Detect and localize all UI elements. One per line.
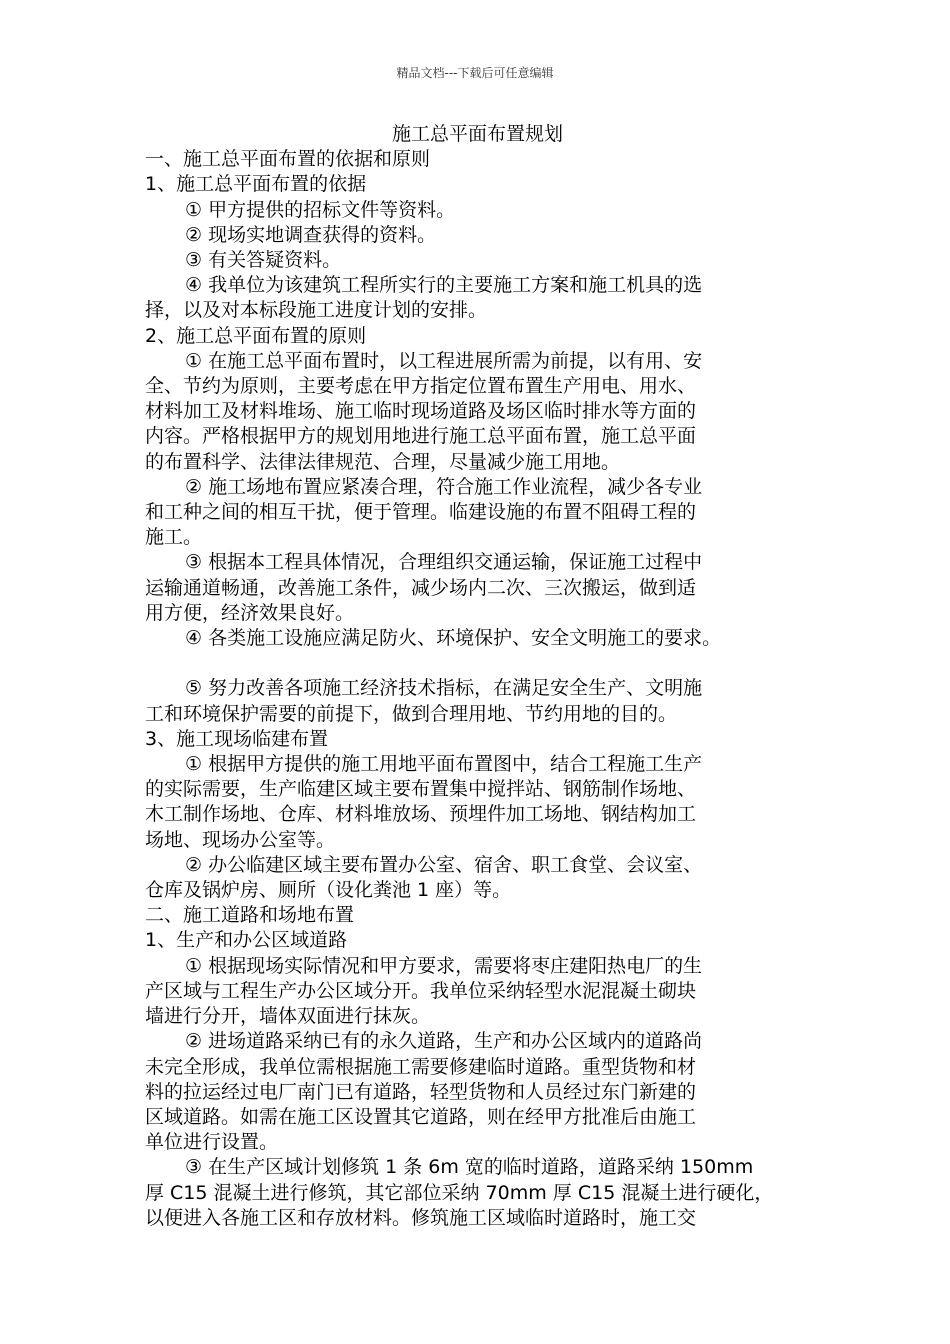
text-line: 3、施工现场临建布置 [145, 727, 329, 750]
text-line: 区域道路。如需在施工区设置其它道路，则在经甲方批准后由施工 [145, 1105, 697, 1128]
document-title: 施工总平面布置规划 [391, 123, 563, 145]
text-line: ① 根据甲方提供的施工用地平面布置图中，结合工程施工生产 [185, 753, 703, 776]
text-line: ④ 各类施工设施应满足防火、环境保护、安全文明施工的要求。 [185, 627, 722, 650]
text-line: 1、生产和办公区域道路 [145, 929, 348, 952]
text-line: 和工种之间的相互干扰，便于管理。临建设施的布置不阻碍工程的 [145, 501, 697, 524]
text-line: ① 甲方提供的招标文件等资料。 [185, 198, 456, 221]
text-line: ③ 有关答疑资料。 [185, 249, 342, 272]
text-line: 全、节约为原则，主要考虑在甲方指定位置布置生产用电、用水、 [145, 375, 697, 398]
text-line: 材料加工及材料堆场、施工临时现场道路及场区临时排水等方面的 [145, 400, 697, 423]
text-line: 产区域与工程生产办公区域分开。我单位采纳轻型水泥混凝土砌块 [145, 979, 697, 1002]
text-line: 施工。 [145, 526, 203, 549]
text-line: 仓库及锅炉房、厕所（设化粪池 1 座）等。 [145, 879, 512, 902]
text-line: ② 施工场地布置应紧凑合理，符合施工作业流程，减少各专业 [185, 475, 703, 498]
text-line: 场地、现场办公室等。 [145, 828, 336, 851]
text-line: ② 办公临建区域主要布置办公室、宿舍、职工食堂、会议室、 [185, 853, 703, 876]
text-line: ② 进场道路采纳已有的永久道路，生产和办公区域内的道路尚 [185, 1030, 703, 1053]
document-lines [145, 147, 810, 1231]
text-line: 墙进行分开，墙体双面进行抹灰。 [145, 1005, 431, 1028]
text-line: 一、施工总平面布置的依据和原则 [145, 148, 431, 171]
text-line: 木工制作场地、仓库、材料堆放场、预埋件加工场地、钢结构加工 [145, 803, 697, 826]
page-header: 精品文档---下载后可任意编辑 [396, 66, 554, 80]
text-line: 内容。严格根据甲方的规划用地进行施工总平面布置，施工总平面 [145, 425, 697, 448]
text-line: 运输通道畅通，改善施工条件，减少场内二次、三次搬运，做到适 [145, 576, 697, 599]
text-line: 用方便，经济效果良好。 [145, 601, 355, 624]
text-line: 未完全形成，我单位需根据施工需要修建临时道路。重型货物和材 [145, 1055, 697, 1078]
text-line: ④ 我单位为该建筑工程所实行的主要施工方案和施工机具的选 [185, 274, 703, 297]
text-line: 料的拉运经过电厂南门已有道路，轻型货物和人员经过东门新建的 [145, 1080, 697, 1103]
text-line: 二、施工道路和场地布置 [145, 904, 355, 927]
text-line: 的实际需要，生产临建区域主要布置集中搅拌站、钢筋制作场地、 [145, 778, 697, 801]
text-line: ③ 根据本工程具体情况，合理组织交通运输，保证施工过程中 [185, 551, 703, 574]
text-line: 工和环境保护需要的前提下，做到合理用地、节约用地的目的。 [145, 702, 678, 725]
text-line: 的布置科学、法律法律规范、合理，尽量减少施工用地。 [145, 450, 621, 473]
text-line: ⑤ 努力改善各项施工经济技术指标，在满足安全生产、文明施 [185, 677, 703, 700]
text-line: ② 现场实地调查获得的资料。 [185, 223, 437, 246]
text-line: 2、施工总平面布置的原则 [145, 324, 367, 347]
text-line: ① 在施工总平面布置时，以工程进展所需为前提，以有用、安 [185, 349, 703, 372]
text-line: ① 根据现场实际情况和甲方要求，需要将枣庄建阳热电厂的生 [185, 954, 703, 977]
text-line: 以便进入各施工区和存放材料。修筑施工区域临时道路时，施工交 [145, 1206, 697, 1229]
document-body [145, 122, 810, 1231]
text-line: 单位进行设置。 [145, 1131, 279, 1154]
text-line: 1、施工总平面布置的依据 [145, 173, 367, 196]
blank-line [145, 651, 810, 676]
text-line: 择，以及对本标段施工进度计划的安排。 [145, 299, 488, 322]
text-line: 厚 C15 混凝土进行修筑，其它部位采纳 70mm 厚 C15 混凝土进行硬化， [145, 1181, 774, 1204]
text-line: ③ 在生产区域计划修筑 1 条 6m 宽的临时道路，道路采纳 150mm [185, 1156, 754, 1179]
